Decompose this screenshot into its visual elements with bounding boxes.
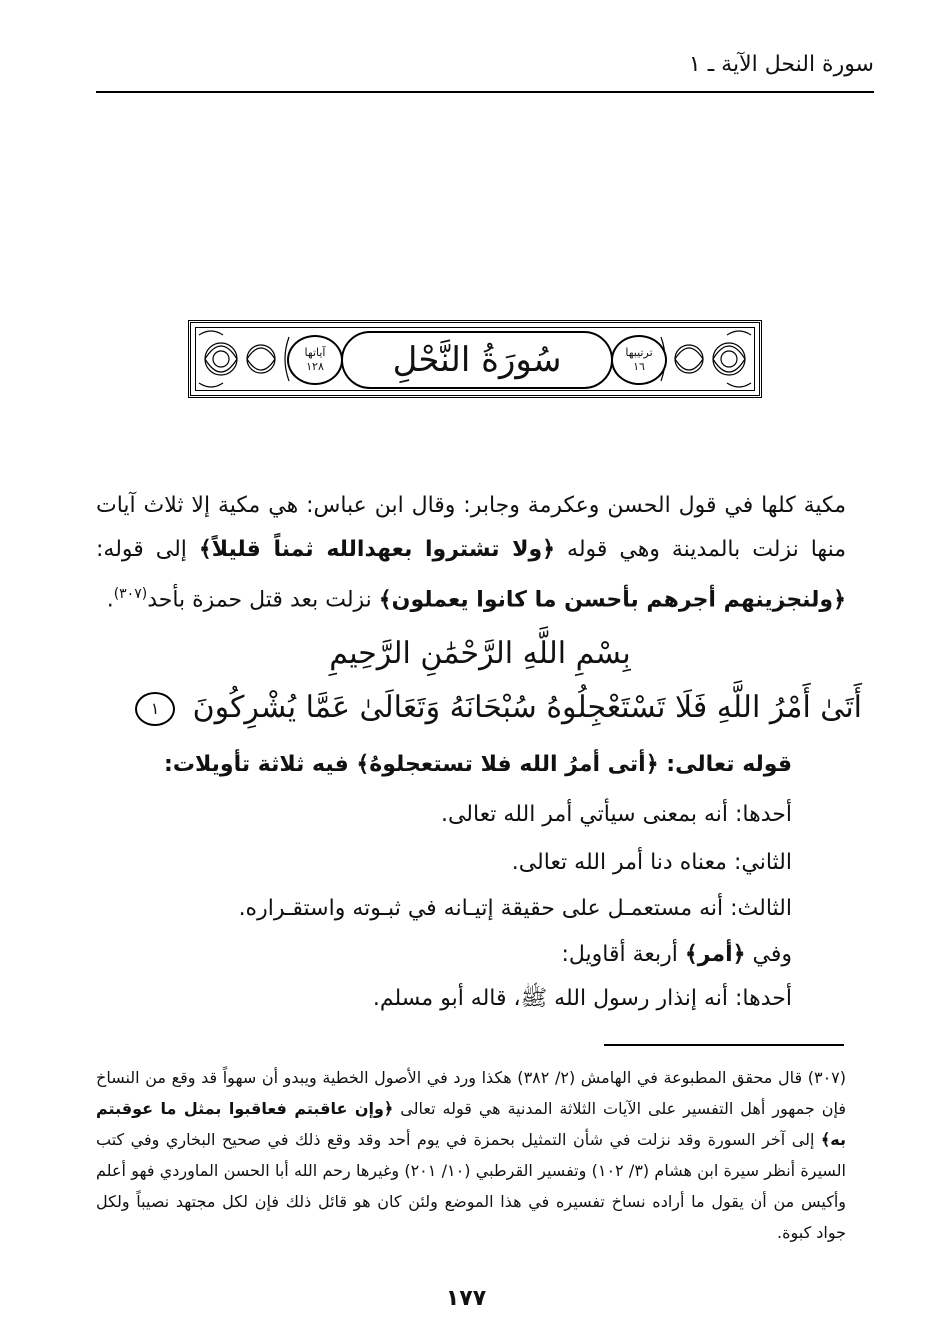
commentary-line-6: أحدها: أنه إنذار رسول الله ﷺ، قاله أبو مسلم. <box>372 986 792 1011</box>
commentary-line-4: الثالث: أنه مستعمـل على حقيقة إتيـانه في ثبـوته واستقـراره. <box>238 896 792 921</box>
verse-number-marker: ١ <box>135 692 175 726</box>
page-number: ١٧٧ <box>445 1286 487 1311</box>
intro-quote-1: ﴿ولا تشتروا بعهدالله ثمناً قليلاً﴾ <box>198 537 556 562</box>
commentary-line-5-prefix: وفي <box>745 942 792 967</box>
commentary-line-5 <box>561 942 792 967</box>
intro-text-start: مكية كلها في قول الحسن وعكرمة وجابر: وقال ابن عباس: هي مكية إلا ثلاث آيات منها نزلت بالمدينة وهي قوله <box>96 493 846 562</box>
footnote-text-a: (٣٠٧) قال محقق المطبوعة في الهامش (٢/ ٣٨٢) هكذا ورد في الأصول الخطية ويبدو أن سهواً قد وقع من النساخ فإن جمهور أهل التفسير على الآيات الثلاثة المدنية هي قوله تعالى <box>96 1068 847 1118</box>
commentary-line-5-suffix: أربعة أقاويل: <box>561 942 685 967</box>
footnote-reference: (٣٠٧) <box>113 586 148 602</box>
quran-verse <box>120 690 862 726</box>
surah-banner <box>188 320 762 398</box>
verse-count-medallion <box>287 335 343 385</box>
commentary-line-3: الثاني: معناه دنا أمر الله تعالى. <box>511 850 792 875</box>
header-rule <box>96 91 874 93</box>
surah-order-medallion <box>611 335 667 385</box>
commentary-line-1 <box>164 752 792 777</box>
footnote <box>96 1062 846 1248</box>
commentary-line-1-prefix: قوله تعالى: <box>658 752 792 777</box>
intro-paragraph <box>96 484 846 622</box>
commentary-line-1-quote: ﴿أتى أمرُ الله فلا تستعجلوهُ﴾ <box>356 752 659 777</box>
intro-text-mid: إلى قوله: <box>96 537 199 562</box>
intro-quote-2: ﴿ولنجزينهم أجرهم بأحسن ما كانوا يعملون﴾ <box>378 587 846 613</box>
surah-title: سُورَةُ النَّحْلِ <box>341 331 613 389</box>
footnote-quote: ﴿وإن عاقبتم فعاقبوا بمثل ما عوقبتم به﴾ <box>96 1099 846 1149</box>
order-value: ١٦ <box>633 360 645 373</box>
footnote-rule <box>604 1044 844 1046</box>
basmala: بِسْمِ اللَّهِ الرَّحْمَٰنِ الرَّحِيمِ <box>329 636 631 671</box>
order-label: ترتيبها <box>625 346 653 359</box>
commentary-line-2: أحدها: أنه بمعنى سيأتي أمر الله تعالى. <box>440 802 792 827</box>
verses-label: آياتها <box>304 346 326 359</box>
intro-text-end: نزلت بعد قتل حمزة بأحد <box>147 587 379 613</box>
commentary-line-1-suffix: فيه ثلاثة تأويلات: <box>164 752 357 777</box>
footnote-text-b: إلى آخر السورة وقد نزلت في شأن التمثيل بحمزة في يوم أحد وقد وقع ذلك في صحيح البخاري وفي كتب السيرة أنظر سيرة ابن هشام (٣/ ١٠٢) وتفسير القرطبي (١٠/ ٢٠١) وغيرها رحم الله أبا الحسن الماوردي فهو أعلم وأكيس من أن يقول ما أراده نساخ تفسيره في هذا الموضع ولئن كان هو قائل ذلك فإن لكل مجتهد نصيباً ولكل جواد كبوة. <box>96 1130 846 1242</box>
running-header: سورة النحل الآية ـ ١ <box>688 52 874 77</box>
commentary-line-5-quote: ﴿أمر﴾ <box>684 942 746 967</box>
verse-text: أَتَىٰ أَمْرُ اللَّهِ فَلَا تَسْتَعْجِلُوهُ سُبْحَانَهُ وَتَعَالَىٰ عَمَّا يُشْرِكُونَ <box>192 690 862 725</box>
intro-period: . <box>106 587 114 613</box>
verses-value: ١٢٨ <box>306 360 324 373</box>
